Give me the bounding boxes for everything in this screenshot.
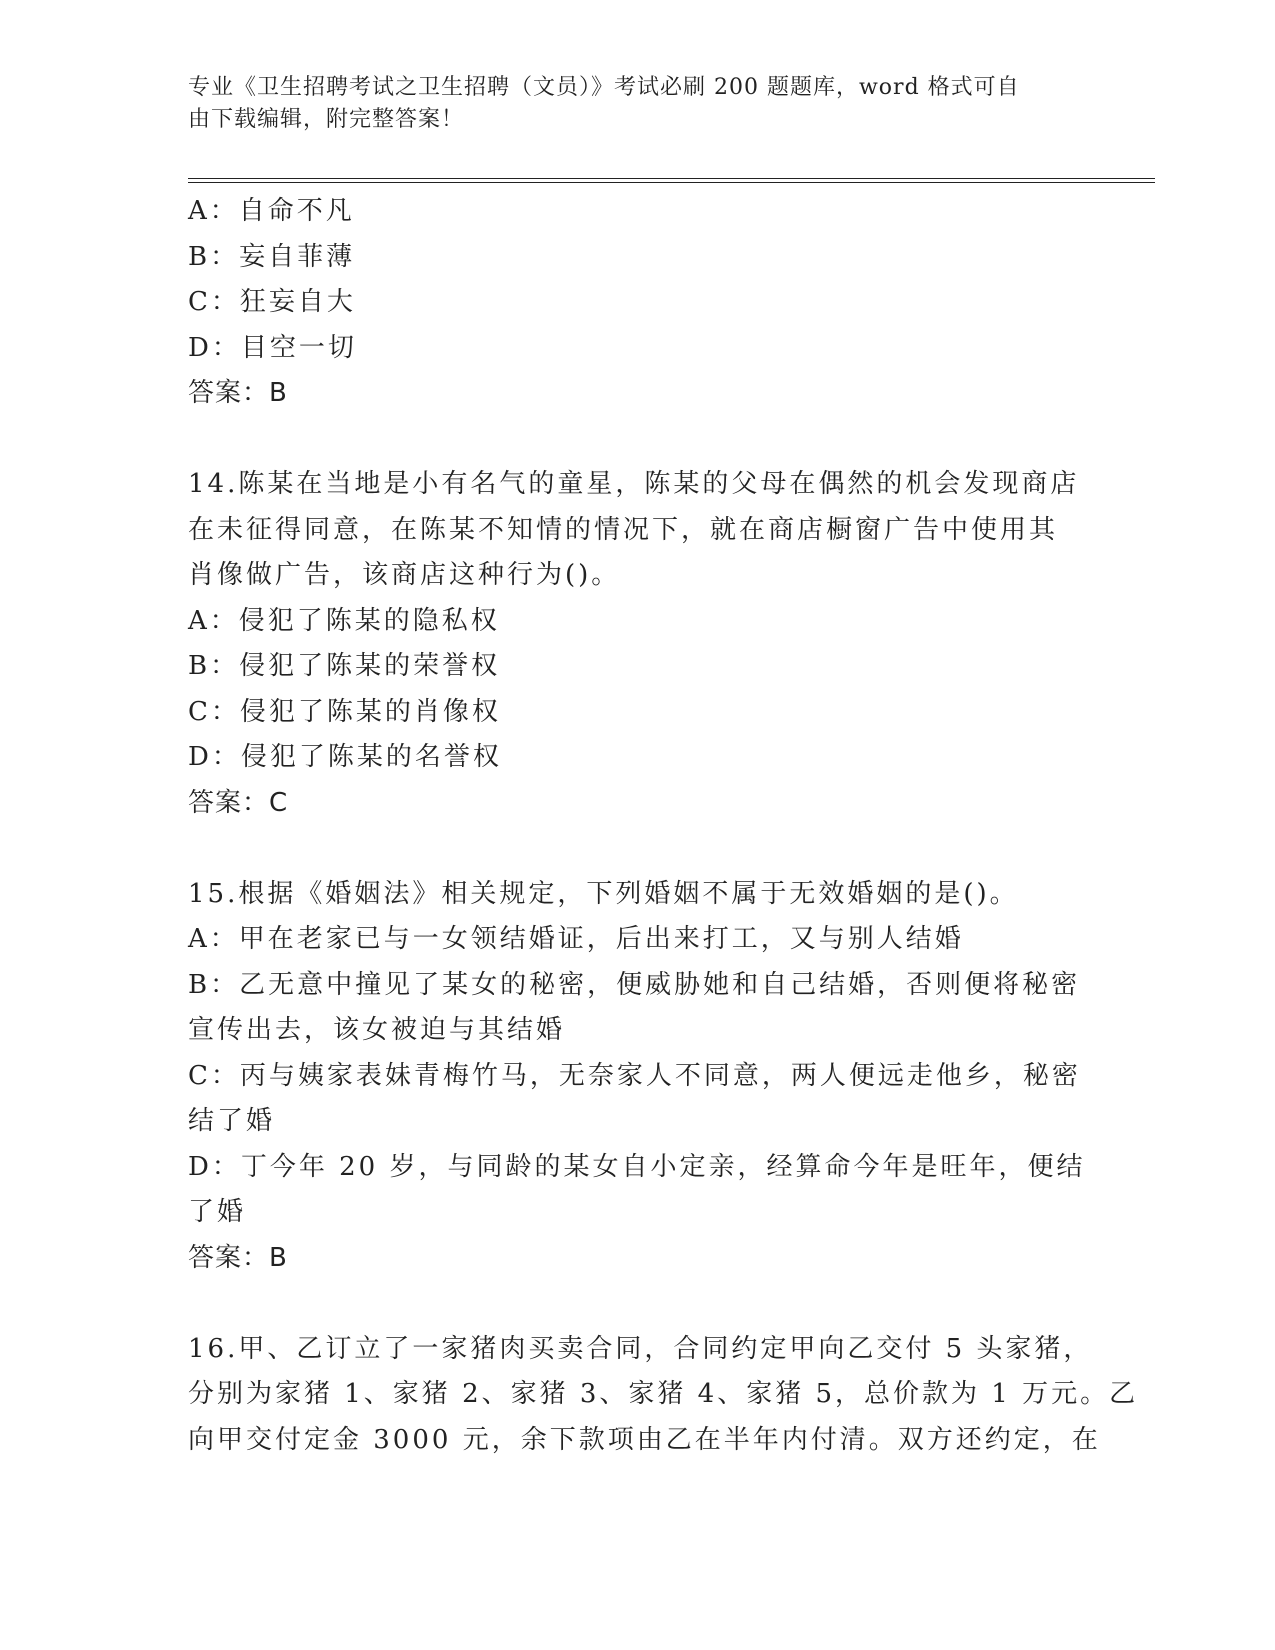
option-c: C：侵犯了陈某的肖像权: [188, 696, 501, 727]
question-stem-line: 向甲交付定金 3000 元，余下款项由乙在半年内付清。双方还约定，在: [188, 1424, 1101, 1455]
option-b: B：侵犯了陈某的荣誉权: [188, 651, 501, 681]
question-14: [188, 462, 1088, 826]
option-b-continued: 宣传出去，该女被迫与其结婚: [188, 1015, 566, 1045]
answer-line: 答案：B: [188, 378, 288, 408]
option-a: A：侵犯了陈某的隐私权: [188, 605, 500, 636]
option-d: D：目空一切: [188, 332, 357, 363]
question-stem-line: 16.甲、乙订立了一家猪肉买卖合同，合同约定甲向乙交付 5 头家猪，: [188, 1333, 1093, 1364]
question-stem-line: 15.根据《婚姻法》相关规定，下列婚姻不属于无效婚姻的是()。: [188, 878, 1019, 909]
option-d: D：侵犯了陈某的名誉权: [188, 742, 502, 772]
question-15: [188, 872, 1088, 1282]
option-c-continued: 结了婚: [188, 1106, 276, 1136]
question-13: [188, 189, 1088, 417]
question-stem-line: 分别为家猪 1、家猪 2、家猪 3、家猪 4、家猪 5，总价款为 1 万元。乙: [188, 1379, 1139, 1409]
header-double-rule: [188, 178, 1155, 183]
answer-line: 答案：B: [188, 1242, 288, 1273]
header-line: 专业《卫生招聘考试之卫生招聘（文员）》考试必刷 200 题题库，word 格式可自: [188, 75, 1020, 100]
option-b: B：乙无意中撞见了某女的秘密，便威胁她和自己结婚，否则便将秘密: [188, 969, 1081, 1000]
option-d-continued: 了婚: [188, 1197, 247, 1227]
option-a: A：甲在老家已与一女领结婚证，后出来打工，又与别人结婚: [188, 924, 964, 954]
option-a: A：自命不凡: [188, 196, 355, 226]
document-body: [188, 189, 1139, 1463]
question-stem-line: 肖像做广告，该商店这种行为()。: [188, 560, 621, 590]
option-d: D：丁今年 20 岁，与同龄的某女自小定亲，经算命今年是旺年，便结: [188, 1151, 1086, 1182]
answer-line: 答案：C: [188, 787, 289, 818]
header-line: 由下载编辑，附完整答案！: [188, 107, 465, 132]
option-c: C：丙与姨家表妹青梅竹马，无奈家人不同意，两人便远走他乡，秘密: [188, 1060, 1081, 1091]
question-stem-line: 在未征得同意，在陈某不知情的情况下，就在商店橱窗广告中使用其: [188, 514, 1059, 545]
document-header: [188, 72, 1088, 136]
question-16: [188, 1327, 1139, 1464]
option-c: C：狂妄自大: [188, 287, 356, 317]
option-b: B：妄自菲薄: [188, 241, 356, 272]
question-stem-line: 14.陈某在当地是小有名气的童星，陈某的父母在偶然的机会发现商店: [188, 469, 1080, 499]
